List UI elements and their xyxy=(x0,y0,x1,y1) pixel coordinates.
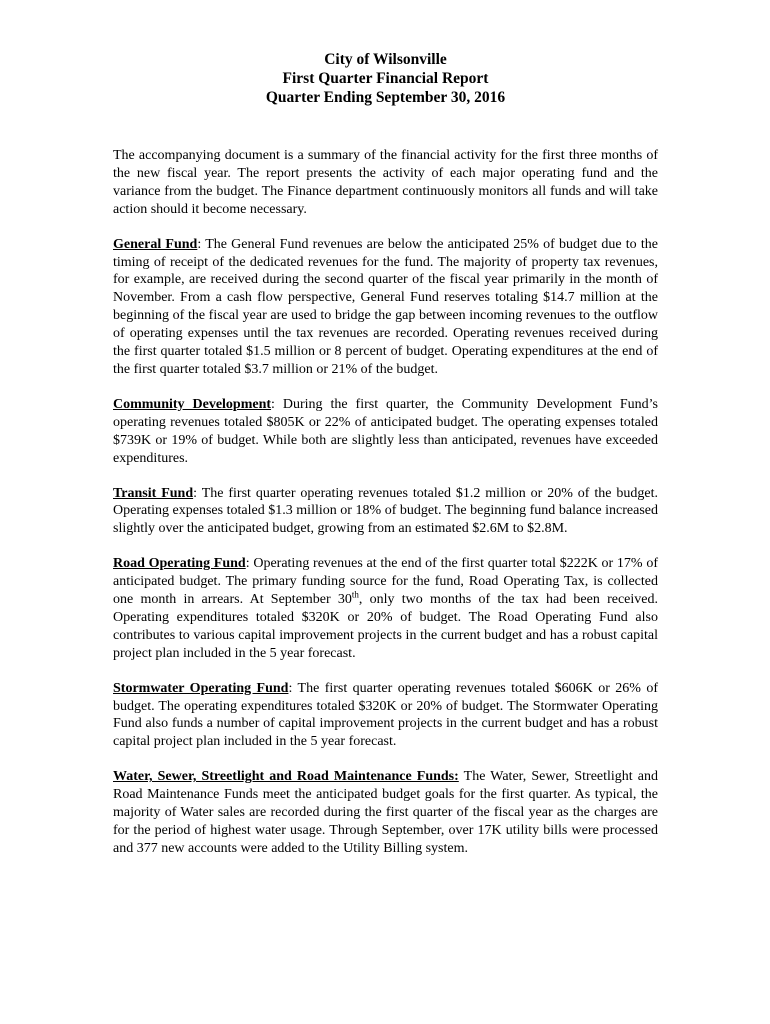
road-operating-fund-section xyxy=(113,555,658,662)
road-operating-fund-body-b: , only two months of the tax had been received. Operating expenditures totaled $320K or 20% of budget. The Road Operating Fund also contributes to various capital improvement projects in the current budget and has a robust capital project plan included in the 5 year forecast. xyxy=(113,592,658,661)
title-quarter: Quarter Ending September 30, 2016 xyxy=(265,89,506,106)
general-fund-sep: : xyxy=(197,236,206,252)
stormwater-fund-section xyxy=(113,680,658,752)
water-sewer-funds-section xyxy=(113,768,658,858)
report-title xyxy=(113,50,658,107)
general-fund-section xyxy=(113,236,658,379)
road-operating-fund-heading: Road Operating Fund xyxy=(113,556,246,572)
road-operating-fund-sep: : xyxy=(245,556,254,572)
transit-fund-sep: : xyxy=(193,485,202,501)
water-sewer-funds-body: The Water, Sewer, Streetlight and Road Maintenance Funds meet the anticipated budget goals for the first quarter. As typical, the majority of Water sales are recorded during the first quarter of the fiscal year as the charges are for the period of highest water usage. Through September, over 17K utility bills were processed and 377 new accounts were added to the Utility Billing system. xyxy=(113,769,658,856)
general-fund-body: The General Fund revenues are below the anticipated 25% of budget due to the timing of receipt of the dedicated revenues for the fund. The majority of property tax revenues, for example, are received during the second quarter of the fiscal year primarily in the month of November. From a cash flow perspective, General Fund reserves totaling $14.7 million at the beginning of the fiscal year are used to bridge the gap between incoming revenues to the outflow of operating expenses until the tax revenues are recorded. Operating revenues received during the first quarter totaled $1.5 million or 8 percent of budget. Operating expenditures at the end of the first quarter totaled $3.7 million or 21% of the budget. xyxy=(113,236,658,377)
stormwater-fund-heading: Stormwater Operating Fund xyxy=(113,680,289,696)
community-development-section xyxy=(113,396,658,468)
community-development-body: During the first quarter, the Community Development Fund’s operating revenues totaled $805K or 22% of anticipated budget. The operating expenses totaled $739K or 19% of budget. While both are slightly less than anticipated, revenues have exceeded expenditures. xyxy=(113,396,658,466)
road-operating-fund-sup: th xyxy=(351,589,359,600)
transit-fund-body: The first quarter operating revenues totaled $1.2 million or 20% of the budget. Operating expenses totaled $1.3 million or 18% of budget. The beginning fund balance increased slightly over the anticipated budget, growing from an estimated $2.6M to $2.8M. xyxy=(113,485,658,537)
general-fund-heading: General Fund xyxy=(113,236,198,252)
title-city: City of Wilsonville xyxy=(324,51,447,68)
community-development-sep: : xyxy=(271,396,283,412)
stormwater-fund-body: The first quarter operating revenues totaled $606K or 26% of budget. The operating expenditures totaled $320K or 20% of budget. The Stormwater Operating Fund also funds a number of capital improvement projects in the current budget and has a robust capital project plan included in the 5 year forecast. xyxy=(113,680,659,750)
water-sewer-funds-heading: Water, Sewer, Streetlight and Road Maintenance Funds: xyxy=(113,769,459,785)
intro-paragraph: The accompanying document is a summary of the financial activity for the first three months of the new fiscal year. The report presents the activity of each major operating fund and the variance from the budget. The Finance department continuously monitors all funds and will take action should it become necessary. xyxy=(113,148,658,217)
title-report: First Quarter Financial Report xyxy=(282,70,489,87)
community-development-heading: Community Development xyxy=(113,396,272,412)
road-operating-fund-body-a: Operating revenues at the end of the first quarter total $222K or 17% of anticipated budget. The primary funding source for the fund, Road Operating Tax, is collected one month in arrears. At September 30 xyxy=(113,556,658,608)
stormwater-fund-sep: : xyxy=(288,680,298,696)
transit-fund-heading: Transit Fund xyxy=(113,485,194,501)
transit-fund-section xyxy=(113,485,658,539)
